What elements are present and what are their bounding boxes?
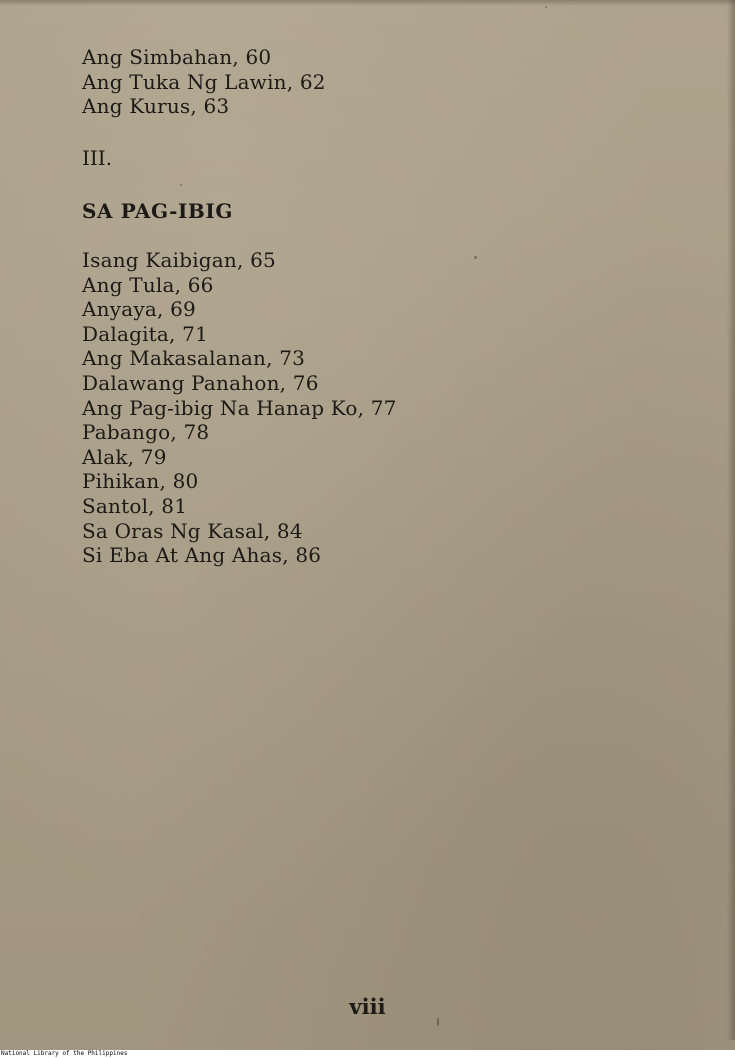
toc-entry: Ang Tuka Ng Lawin, 62 (82, 69, 326, 94)
toc-entry: Ang Tula, 66 (82, 272, 214, 297)
section-title: SA PAG-IBIG (82, 199, 234, 223)
toc-entry: Dalagita, 71 (82, 321, 209, 346)
paper-speck (545, 6, 547, 8)
page-top-shadow (0, 0, 735, 6)
paper-speck (437, 1018, 439, 1026)
toc-entry: Si Eba At Ang Ahas, 86 (82, 543, 322, 568)
toc-entries-continued (82, 45, 326, 119)
toc-entry: Ang Pag-ibig Na Hanap Ko, 77 (82, 395, 397, 420)
section-numeral: III. (82, 146, 113, 170)
paper-speck (474, 256, 477, 259)
toc-entry: Santol, 81 (82, 493, 188, 518)
toc-entry: Pihikan, 80 (82, 469, 199, 494)
toc-entries-section-3 (82, 248, 397, 568)
toc-entry: Anyaya, 69 (82, 297, 196, 322)
toc-entry: Ang Simbahan, 60 (82, 45, 272, 69)
toc-entry: Isang Kaibigan, 65 (82, 248, 276, 272)
footer-credit: National Library of the Philippines (1, 1050, 128, 1057)
page-right-shadow (727, 0, 735, 1040)
toc-entry: Ang Makasalanan, 73 (82, 346, 306, 371)
toc-entry: Sa Oras Ng Kasal, 84 (82, 518, 303, 543)
paper-speck (180, 184, 182, 186)
toc-entry: Dalawang Panahon, 76 (82, 370, 319, 395)
page-number: viii (349, 994, 386, 1019)
toc-entry: Ang Kurus, 63 (82, 94, 230, 119)
toc-entry: Alak, 79 (82, 444, 167, 469)
toc-entry: Pabango, 78 (82, 420, 210, 445)
